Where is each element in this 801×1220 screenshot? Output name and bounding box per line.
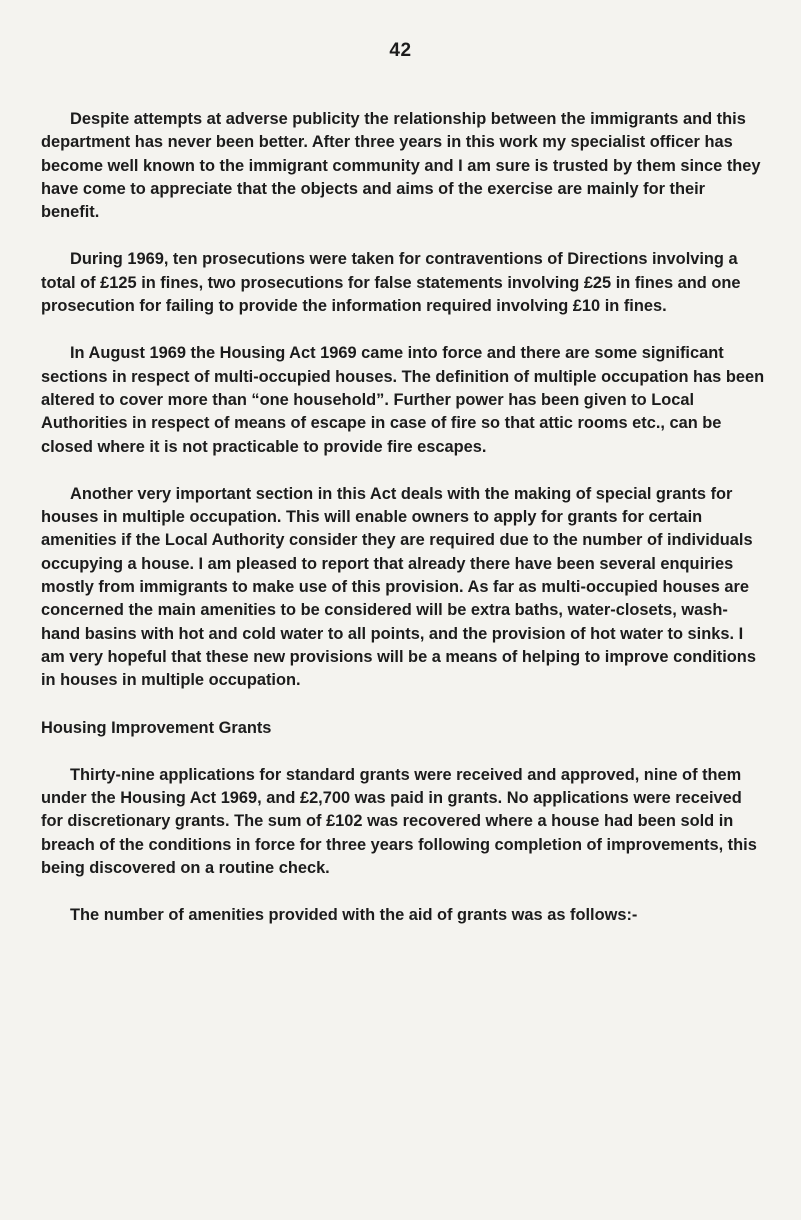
page-number: 42	[389, 40, 412, 61]
paragraph-special-grants: Another very important section in this Act deals with the making of special grants for houses in multiple occupation. This will enable owners to apply for grants for certain amenities if the Local Authority consider they are required due to the number of individuals occupying a house. I am pleased to report that already there have been several enquiries mostly from immigrants to make use of this provision. As far as multi-occupied houses are concerned the main amenities to be considered will be extra baths, water-closets, wash-hand basins with hot and cold water to all points, and the provision of hot water to sinks. I am very hopeful that these new provisions will be a means of helping to improve conditions in houses in multiple occupation.	[41, 484, 756, 690]
paragraph-housing-act: In August 1969 the Housing Act 1969 came into force and there are some significant sections in respect of multi-occupied houses. The definition of multiple occupation has been altered to cover more than “one household”. Further power has been given to Local Authorities in respect of means of escape in case of fire so that attic rooms etc., can be closed where it is not practicable to provide fire escapes.	[41, 344, 765, 456]
paragraph-amenities-intro: The number of amenities provided with the aid of grants was as follows:-	[70, 906, 638, 925]
paragraph-standard-grants: Thirty-nine applications for standard grants were received and approved, nine of them under the Housing Act 1969, and £2,700 was paid in grants. No applications were received for discretionary grants. The sum of £102 was recovered where a house had been sold in breach of the conditions in force for three years following completion of improvements, this being discovered on a routine check.	[41, 765, 757, 878]
body-text	[41, 108, 766, 950]
section-heading: Housing Improvement Grants	[41, 718, 272, 737]
paragraph-prosecutions: During 1969, ten prosecutions were taken for contraventions of Directions involving a total of £125 in fines, two prosecutions for false statements involving £25 in fines and one prosecution for failing to provide the information required involving £10 in fines.	[41, 250, 741, 316]
paragraph-immigrant-relations: Despite attempts at adverse publicity the relationship between the immigrants and this department has never been better. After three years in this work my specialist officer has become well known to the immigrant community and I am sure is trusted by them since they have come to appreciate that the objects and aims of the exercise are mainly for their benefit.	[41, 110, 761, 222]
